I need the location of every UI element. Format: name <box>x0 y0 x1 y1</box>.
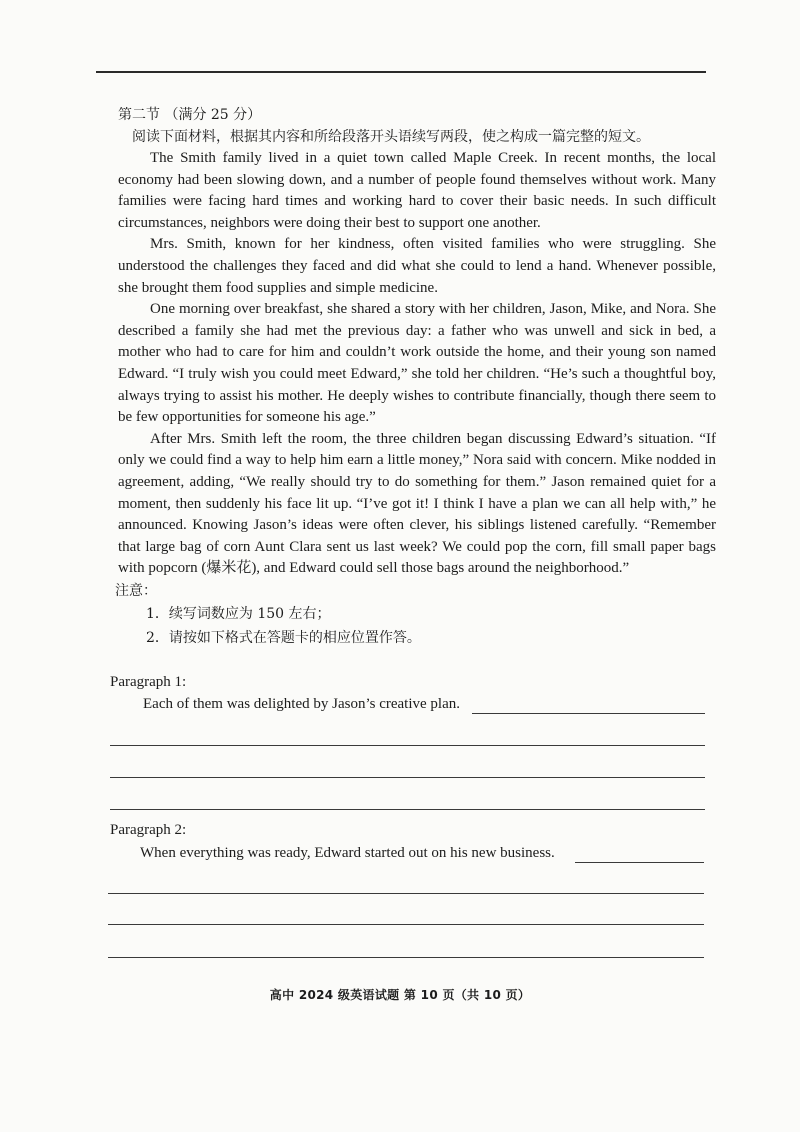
note-item: 1．续写词数应为 150 左右； <box>146 605 331 622</box>
answer-line[interactable] <box>108 893 704 894</box>
answer-line[interactable] <box>110 745 705 746</box>
paragraph2-starter: When everything was ready, Edward started out on his new business. <box>140 845 555 861</box>
notes-heading: 注意： <box>115 582 157 599</box>
note-item: 2．请按如下格式在答题卡的相应位置作答。 <box>146 629 421 646</box>
passage-paragraph: Mrs. Smith, known for her kindness, often visited families who were struggling. She understood the challenges they faced and did what she could to lend a hand. Whenever possible, she brought them food supplies and simple medicine. <box>118 236 716 296</box>
top-rule <box>96 71 706 73</box>
answer-line[interactable] <box>108 957 704 958</box>
passage-paragraph: One morning over breakfast, she shared a story with her children, Jason, Mike, and Nora. She described a family she had met the previous day: a father who was unwell and sick in bed, a mother who had to care for him and couldn’t work outside the home, and their young son named Edward. “I truly wish you could meet Edward,” she told her children. “He’s such a thoughtful boy, always trying to assist his mother. He deeply wishes to contribute financially, though there seem to be few opportunities for someone his age.” <box>118 301 716 426</box>
instruction: 阅读下面材料，根据其内容和所给段落开头语续写两段，使之构成一篇完整的短文。 <box>132 129 650 145</box>
paragraph1-starter: Each of them was delighted by Jason’s creative plan. <box>143 696 460 712</box>
page-footer: 高中 2024 级英语试题 第 10 页（共 10 页） <box>269 988 531 1002</box>
question-section <box>115 104 716 650</box>
section-title: 第二节 （满分 25 分） <box>118 107 262 123</box>
answer-line[interactable] <box>110 777 705 778</box>
paragraph1-label: Paragraph 1: <box>110 674 187 690</box>
passage-paragraph: After Mrs. Smith left the room, the three children began discussing Edward’s situation. “If only we could find a way to help him earn a little money,” Nora said with concern. Mike nodded in agreement, adding, “We really should try to do something for them.” Jason remained quiet for a moment, then suddenly his face lit up. “I’ve got it! I think I have a plan we can all help with,” he announced. Knowing Jason’s ideas were often clever, his siblings listened carefully. “Remember that large bag of corn Aunt Clara sent us last week? We could pop the corn, fill small paper bags with popcorn (爆米花), and Edward could sell those bags around the neighborhood.” <box>118 430 716 577</box>
answer-line[interactable] <box>575 862 704 863</box>
passage-paragraph: The Smith family lived in a quiet town called Maple Creek. In recent months, the local economy had been slowing down, and a number of people found themselves without work. Many families were facing hard times and working hard to cover their basic needs. In such difficult circumstances, neighbors were doing their best to support one another. <box>118 150 716 231</box>
answer-line[interactable] <box>108 924 704 925</box>
answer-line[interactable] <box>472 713 705 714</box>
answer-line[interactable] <box>110 809 705 810</box>
paragraph2-label: Paragraph 2: <box>110 822 187 838</box>
